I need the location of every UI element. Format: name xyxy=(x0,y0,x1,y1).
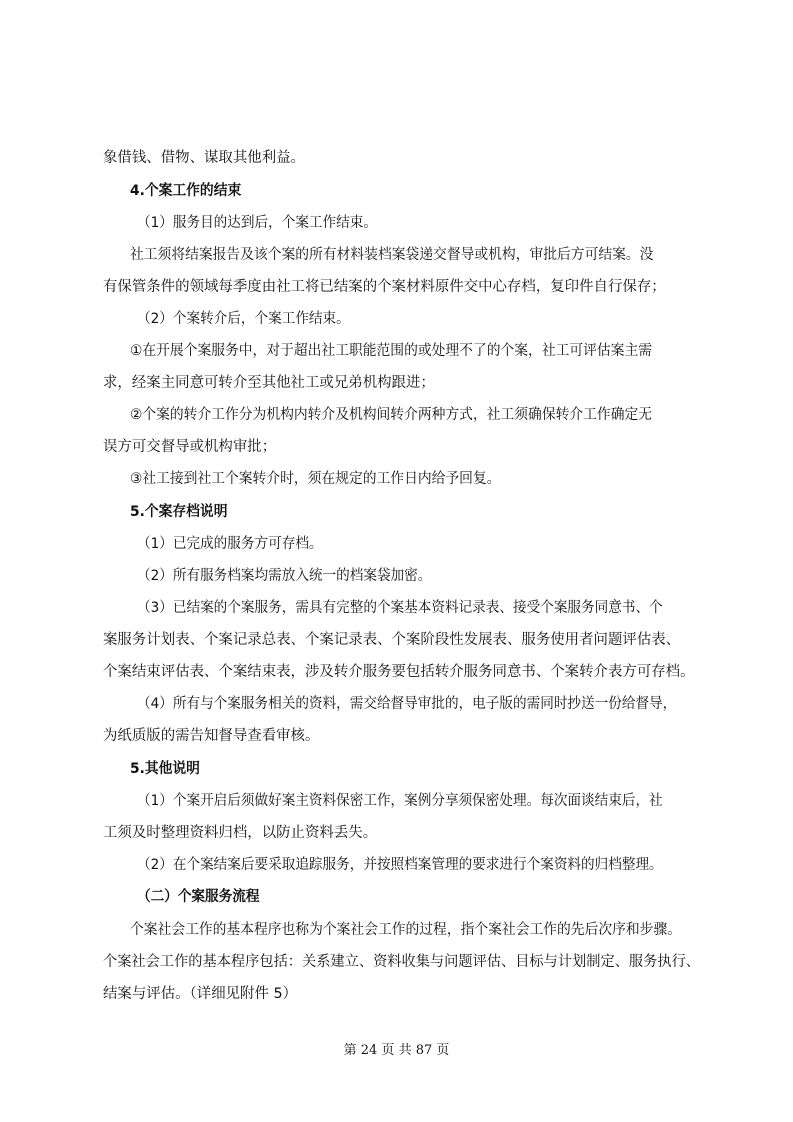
paragraph-first-line: ①在开展个案服务中，对于超出社工职能范围的或处理不了的个案，社工可评估案主需 xyxy=(130,343,653,359)
section-heading: 5.个案存档说明 xyxy=(130,504,228,520)
list-item-text: （2）个案转介后，个案工作结束。 xyxy=(137,311,350,327)
body-text-line: 案服务计划表、个案记录总表、个案记录表、个案阶段性发展表、服务使用者问题评估表、 xyxy=(103,632,681,648)
list-item-text: （1）个案开启后须做好案主资料保密工作，案例分享须保密处理。每次面谈结束后，社 xyxy=(137,793,663,809)
paragraph-first-line: 个案社会工作的基本程序也称为个案社会工作的过程，指个案社会工作的先后次序和步骤。 xyxy=(130,922,681,938)
body-text-line: 个案结束评估表、个案结束表，涉及转介服务要包括转介服务同意书、个案转介表方可存档。 xyxy=(103,664,695,680)
page-number-footer: 第 24 页 共 87 页 xyxy=(343,1043,450,1058)
body-text-line: 求，经案主同意可转介至其他社工或兄弟机构跟进； xyxy=(103,375,435,391)
list-item-text: （2）所有服务档案均需放入统一的档案袋加密。 xyxy=(137,568,432,584)
list-item-text: （1）服务目的达到后，个案工作结束。 xyxy=(137,215,377,231)
section-heading: 4.个案工作的结束 xyxy=(130,183,242,199)
body-text-line: 个案社会工作的基本程序包括：关系建立、资料收集与问题评估、目标与计划制定、服务执行、 xyxy=(103,954,701,970)
body-text-line: 结案与评估。（详细见附件 5） xyxy=(103,986,298,1002)
list-item-text: （1）已完成的服务方可存档。 xyxy=(137,536,323,552)
body-text-line: 误方可交督导或机构审批； xyxy=(103,439,277,455)
list-item-text: （4）所有与个案服务相关的资料，需交给督导审批的，电子版的需同时抄送一份给督导， xyxy=(137,696,677,712)
section-heading: （二）个案服务流程 xyxy=(137,889,260,905)
body-text-line: 象借钱、借物、谋取其他利益。 xyxy=(103,150,305,166)
section-heading: 5.其他说明 xyxy=(130,761,200,777)
body-text-line: 有保管条件的领域每季度由社工将已结案的个案材料原件交中心存档，复印件自行保存； xyxy=(103,279,666,295)
body-text-line: 为纸质版的需告知督导查看审核。 xyxy=(103,728,320,744)
paragraph-first-line: ②个案的转介工作分为机构内转介及机构间转介两种方式，社工须确保转介工作确定无 xyxy=(130,407,653,423)
list-item-text: （2）在个案结案后要采取追踪服务，并按照档案管理的要求进行个案资料的归档整理。 xyxy=(137,857,663,873)
paragraph-first-line: 社工须将结案报告及该个案的所有材料装档案袋递交督导或机构，审批后方可结案。没 xyxy=(130,247,654,263)
paragraph-first-line: ③社工接到社工个案转介时，须在规定的工作日内给予回复。 xyxy=(130,471,501,487)
body-text-line: 工须及时整理资料归档，以防止资料丢失。 xyxy=(103,825,378,841)
list-item-text: （3）已结案的个案服务，需具有完整的个案基本资料记录表、接受个案服务同意书、个 xyxy=(137,600,663,616)
